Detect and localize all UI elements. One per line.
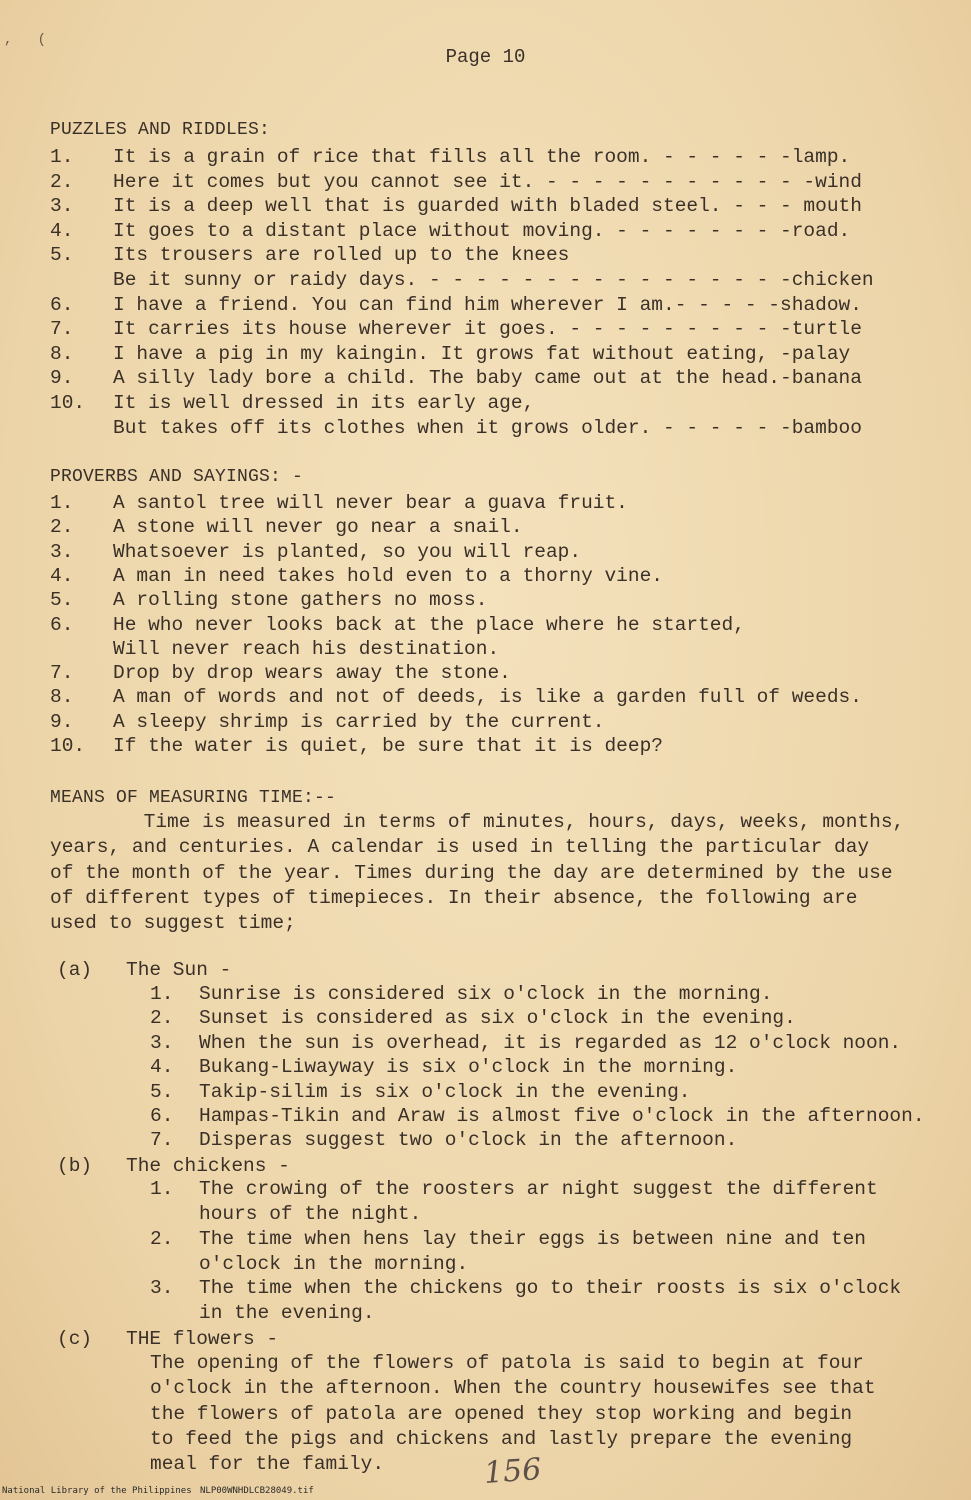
chickens-item-number: 2.: [150, 1227, 174, 1250]
riddles-item: [50, 293, 950, 318]
proverbs-item-text: A rolling stone gathers no moss.: [113, 589, 488, 612]
riddles-item-number: 1.: [50, 146, 74, 168]
chickens-item-text: hours of the night.: [199, 1203, 422, 1225]
proverbs-item-text: A stone will never go near a snail.: [113, 516, 523, 539]
proverbs-item-text: A man of words and not of deeds, is like a garden full of weeds.: [113, 686, 862, 709]
riddles-item-number: 2.: [50, 170, 74, 193]
riddles-item-text: It is a grain of rice that fills all the room. - - - - - -lamp.: [113, 146, 851, 168]
proverbs-item: [50, 491, 950, 516]
proverbs-item-number: 5.: [50, 589, 74, 612]
time-intro-line: Time is measured in terms of minutes, hours, days, weeks, months,: [50, 811, 905, 833]
sun-item-number: 2.: [150, 1007, 174, 1030]
riddles-item-number: 10.: [50, 392, 86, 414]
riddles-item: [50, 391, 950, 416]
riddles-item: [50, 243, 950, 268]
proverbs-item-number: 1.: [50, 492, 74, 514]
sun-item-text: Sunset is considered as six o'clock in the evening.: [199, 1007, 796, 1030]
flowers-line: o'clock in the afternoon. When the country housewifes see that: [150, 1377, 876, 1400]
proverbs-item: [50, 661, 950, 686]
proverbs-item-text: Drop by drop wears away the stone.: [113, 662, 511, 685]
riddles-item: [50, 194, 950, 219]
time-intro-line: years, and centuries. A calendar is used in telling the particular day: [50, 836, 870, 859]
riddles-heading: PUZZLES AND RIDDLES:: [50, 120, 271, 140]
riddles-item-text: It carries its house wherever it goes. - - - - - - - - - -turtle: [113, 318, 862, 341]
riddles-item-continuation: [50, 416, 950, 441]
sun-title: The Sun -: [126, 959, 232, 981]
chickens-item-number: 3.: [150, 1277, 174, 1299]
riddles-item: [50, 219, 950, 244]
proverbs-item-text: If the water is quiet, be sure that it is deep?: [113, 735, 663, 757]
sun-item-text: Disperas suggest two o'clock in the afternoon.: [199, 1129, 738, 1152]
margin-mark: , (: [4, 32, 47, 48]
time-intro-line: of different types of timepieces. In their absence, the following are: [50, 886, 858, 909]
sun-item-number: 5.: [150, 1080, 174, 1103]
proverbs-item-text: Whatsoever is planted, so you will reap.: [113, 540, 582, 563]
riddles-item-text: A silly lady bore a child. The baby came out at the head.-banana: [113, 367, 862, 390]
riddles-item-text: Its trousers are rolled up to the knees: [113, 244, 570, 267]
chickens-item-number: 1.: [150, 1178, 174, 1200]
sun-item-number: 4.: [150, 1056, 174, 1079]
footer-library: National Library of the Philippines: [2, 1486, 192, 1496]
proverbs-item-text: A man in need takes hold even to a thorny vine.: [113, 564, 663, 587]
page-label: Page 10: [445, 46, 526, 68]
proverbs-item-number: 6.: [50, 613, 74, 636]
flowers-line: meal for the family.: [150, 1453, 385, 1476]
proverbs-item-text: A sleepy shrimp is carried by the current.: [113, 710, 605, 733]
sun-label: (a): [57, 959, 93, 981]
sun-item-text: Bukang-Liwayway is six o'clock in the morning.: [199, 1056, 738, 1079]
proverbs-item-text: He who never looks back at the place where he started,: [113, 613, 745, 636]
chickens-label: (b): [57, 1155, 93, 1177]
time-intro-line: of the month of the year. Times during the day are determined by the use: [50, 861, 893, 884]
proverbs-item: [50, 540, 950, 565]
riddles-item-continuation: [50, 268, 950, 293]
riddles-item-number: 3.: [50, 195, 74, 218]
proverbs-item: [50, 613, 950, 638]
riddles-item-text: I have a friend. You can find him wherever I am.- - - - -shadow.: [113, 293, 862, 316]
handwritten-page-number: 156: [482, 1452, 543, 1491]
sun-item-text: Hampas-Tikin and Araw is almost five o'clock in the afternoon.: [199, 1105, 925, 1127]
sun-item-text: Sunrise is considered six o'clock in the morning.: [199, 983, 773, 1005]
riddles-item: [50, 342, 950, 367]
flowers-line: to feed the pigs and chickens and lastly prepare the evening: [150, 1427, 853, 1450]
riddles-item: [50, 170, 950, 195]
riddles-item-number: 9.: [50, 367, 74, 390]
chickens-item-text: The time when the chickens go to their roosts is six o'clock: [199, 1277, 902, 1299]
riddles-item-text: It is well dressed in its early age,: [113, 392, 535, 414]
sun-item-text: When the sun is overhead, it is regarded as 12 o'clock noon.: [199, 1031, 902, 1054]
riddles-item: [50, 145, 950, 170]
riddles-item-number: 6.: [50, 293, 74, 316]
proverbs-item-text: Will never reach his destination.: [113, 637, 500, 660]
sun-item-number: 6.: [150, 1105, 174, 1127]
proverbs-item-number: 9.: [50, 710, 74, 733]
footer-code: NLP00WNHDLCB28049.tif: [200, 1486, 314, 1496]
proverbs-item-number: 2.: [50, 516, 74, 539]
footer: [2, 1486, 314, 1496]
proverbs-item: [50, 710, 950, 735]
chickens-item-text: The crowing of the roosters ar night suggest the different: [199, 1178, 878, 1200]
riddles-item: [50, 366, 950, 391]
sun-item-number: 3.: [150, 1031, 174, 1054]
proverbs-item-number: 8.: [50, 686, 74, 709]
chickens-item-text: The time when hens lay their eggs is between nine and ten: [199, 1227, 867, 1250]
chickens-item-text: o'clock in the morning.: [199, 1252, 469, 1275]
riddles-item-text: It is a deep well that is guarded with bladed steel. - - - mouth: [113, 195, 862, 218]
riddles-item-text: I have a pig in my kaingin. It grows fat without eating, -palay: [113, 342, 851, 365]
riddles-item-text: Here it comes but you cannot see it. - - - - - - - - - - - -wind: [113, 170, 862, 193]
sun-item-text: Takip-silim is six o'clock in the evening.: [199, 1080, 691, 1103]
flowers-title: THE flowers -: [126, 1328, 279, 1350]
flowers-line: The opening of the flowers of patola is said to begin at four: [150, 1352, 864, 1374]
riddles-item-text: It goes to a distant place without moving. - - - - - - - -road.: [113, 219, 851, 242]
sun-item-number: 7.: [150, 1129, 174, 1152]
time-heading: MEANS OF MEASURING TIME:--: [50, 788, 337, 808]
riddles-item: [50, 317, 950, 342]
riddles-item-number: 7.: [50, 318, 74, 341]
riddles-item-text: But takes off its clothes when it grows older. - - - - - -bamboo: [113, 416, 862, 439]
proverbs-item-number: 4.: [50, 564, 74, 587]
proverbs-item-number: 10.: [50, 735, 86, 757]
time-intro-line: used to suggest time;: [50, 912, 296, 935]
proverbs-item: [50, 685, 950, 710]
proverbs-item-number: 3.: [50, 540, 74, 563]
proverbs-item: [50, 564, 950, 589]
riddles-item-number: 4.: [50, 219, 74, 242]
chickens-item-text: in the evening.: [199, 1302, 375, 1324]
riddles-item-number: 8.: [50, 342, 74, 365]
proverbs-item: [50, 734, 950, 759]
chickens-title: The chickens -: [126, 1155, 290, 1177]
proverbs-item: [50, 588, 950, 613]
riddles-item-number: 5.: [50, 244, 74, 267]
flowers-line: the flowers of patola are opened they stop working and begin: [150, 1402, 853, 1425]
proverbs-item: [50, 515, 950, 540]
proverbs-item-continuation: [50, 637, 950, 662]
proverbs-item-text: A santol tree will never bear a guava fruit.: [113, 492, 628, 514]
sun-item-number: 1.: [150, 983, 174, 1005]
proverbs-item-number: 7.: [50, 662, 74, 685]
flowers-label: (c): [57, 1328, 93, 1350]
riddles-item-text: Be it sunny or raidy days. - - - - - - - - - - - - - - - -chicken: [113, 269, 874, 291]
proverbs-heading: PROVERBS AND SAYINGS: -: [50, 467, 304, 487]
